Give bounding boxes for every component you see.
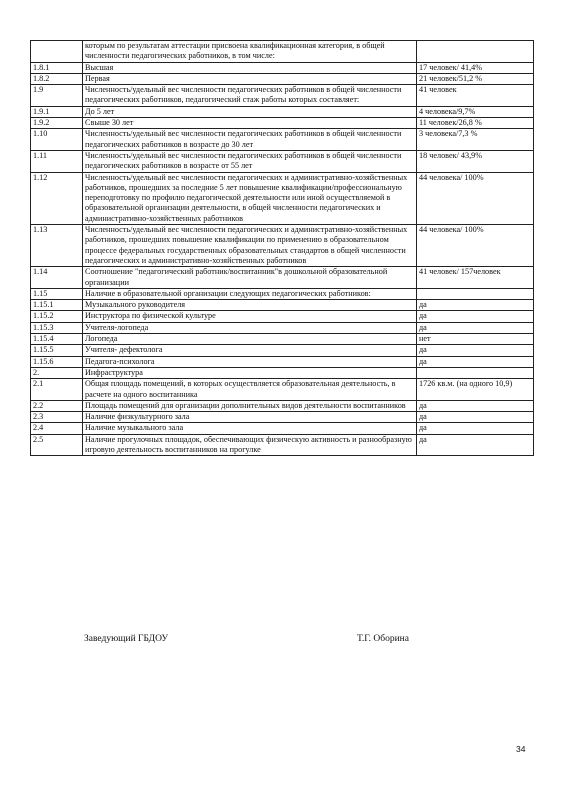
table-row: [31, 267, 534, 289]
table-row: [31, 423, 534, 434]
row-number-cell: 1.14: [31, 267, 83, 289]
indicator-text-cell: Наличие музыкального зала: [83, 423, 417, 434]
table-row: [31, 118, 534, 129]
row-number-cell: 2.1: [31, 379, 83, 401]
row-number-cell: 1.15.1: [31, 300, 83, 311]
table-row: [31, 129, 534, 151]
indicator-text-cell: Численность/удельный вес численности педагогических и административно-хозяйственных работников, прошедших повышение квалификации по применению в образовательном процессе федеральных государственных образовательных стандартов в общей численности педагогических и административно-хозяйственных работников: [83, 225, 417, 267]
indicator-text-cell: Общая площадь помещений, в которых осуществляется образовательная деятельность, в расчете на одного воспитанника: [83, 379, 417, 401]
indicator-text-cell: Численность/удельный вес численности педагогических работников в общей численности педагогических работников, педагогический стаж работы которых составляет:: [83, 85, 417, 107]
indicator-value-cell: 11 человек/26,8 %: [417, 118, 534, 129]
indicator-value-cell: 3 человека/7,3 %: [417, 129, 534, 151]
indicator-value-cell: 18 человек/ 43,9%: [417, 150, 534, 172]
row-number-cell: 1.15.3: [31, 322, 83, 333]
indicator-value-cell: да: [417, 400, 534, 411]
indicator-value-cell: да: [417, 311, 534, 322]
table-row: [31, 106, 534, 117]
indicator-value-cell: да: [417, 300, 534, 311]
table-row: [31, 434, 534, 456]
indicator-text-cell: Логопеда: [83, 334, 417, 345]
indicator-text-cell: Учителя- дефектолога: [83, 345, 417, 356]
indicator-value-cell: 44 человека/ 100%: [417, 172, 534, 224]
indicator-text-cell: Наличие физкультурного зала: [83, 412, 417, 423]
row-number-cell: 1.15.4: [31, 334, 83, 345]
indicator-value-cell: нет: [417, 334, 534, 345]
row-number-cell: 1.15.6: [31, 356, 83, 367]
table-row: [31, 73, 534, 84]
table-row: [31, 334, 534, 345]
indicator-text-cell: Наличие прогулочных площадок, обеспечивающих физическую активность и разнообразную игровую деятельность воспитанников на прогулке: [83, 434, 417, 456]
indicator-value-cell: [417, 367, 534, 378]
indicator-text-cell: Численность/удельный вес численности педагогических работников в общей численности педагогических работников в возрасте до 30 лет: [83, 129, 417, 151]
row-number-cell: 1.10: [31, 129, 83, 151]
indicator-value-cell: да: [417, 434, 534, 456]
indicator-text-cell: Высшая: [83, 62, 417, 73]
signature-position: Заведующий ГБДОУ: [84, 634, 169, 644]
indicator-value-cell: да: [417, 345, 534, 356]
indicator-text-cell: Музыкального руководителя: [83, 300, 417, 311]
indicator-value-cell: да: [417, 322, 534, 333]
row-number-cell: 1.8.1: [31, 62, 83, 73]
indicator-value-cell: 1726 кв.м. (на одного 10,9): [417, 379, 534, 401]
table-row: [31, 311, 534, 322]
table-row: [31, 345, 534, 356]
row-number-cell: 1.8.2: [31, 73, 83, 84]
indicator-value-cell: да: [417, 356, 534, 367]
indicator-text-cell: Педагога-психолога: [83, 356, 417, 367]
indicator-text-cell: которым по результатам аттестации присвоена квалификационная категория, в общей численности педагогических работников, в том числе:: [83, 41, 417, 63]
row-number-cell: 1.11: [31, 150, 83, 172]
indicator-text-cell: Соотношение "педагогический работник/воспитанник"в дошкольной образовательной организации: [83, 267, 417, 289]
indicator-value-cell: [417, 41, 534, 63]
indicator-value-cell: да: [417, 412, 534, 423]
table-row: [31, 400, 534, 411]
row-number-cell: 1.13: [31, 225, 83, 267]
indicator-value-cell: [417, 288, 534, 299]
indicator-value-cell: 41 человек: [417, 85, 534, 107]
indicator-value-cell: 4 человека/9,7%: [417, 106, 534, 117]
indicator-value-cell: 21 человек/51,2 %: [417, 73, 534, 84]
table-row: [31, 62, 534, 73]
indicator-value-cell: да: [417, 423, 534, 434]
row-number-cell: 1.15: [31, 288, 83, 299]
indicator-value-cell: 17 человек/ 41,4%: [417, 62, 534, 73]
table-row: [31, 85, 534, 107]
indicator-text-cell: Инфраструктура: [83, 367, 417, 378]
indicator-text-cell: Численность/удельный вес численности педагогических и административно-хозяйственных работников, прошедших за последние 5 лет повышение квалификации/профессиональную переподготовку по профилю педагогической деятельности или иной осуществляемой в образовательной организации деятельности, в общей численности педагогических и административно-хозяйственных работников: [83, 172, 417, 224]
indicators-table: [30, 40, 534, 456]
indicator-text-cell: Свыше 30 лет: [83, 118, 417, 129]
table-row: [31, 225, 534, 267]
row-number-cell: 2.5: [31, 434, 83, 456]
table-row: [31, 300, 534, 311]
indicator-text-cell: Учителя-логопеда: [83, 322, 417, 333]
table-row: [31, 41, 534, 63]
table-row: [31, 322, 534, 333]
indicator-text-cell: Наличие в образовательной организации следующих педагогических работников:: [83, 288, 417, 299]
table-row: [31, 367, 534, 378]
indicator-text-cell: Площадь помещений для организации дополнительных видов деятельности воспитанников: [83, 400, 417, 411]
row-number-cell: [31, 41, 83, 63]
row-number-cell: 1.9.1: [31, 106, 83, 117]
row-number-cell: 2.3: [31, 412, 83, 423]
row-number-cell: 2.: [31, 367, 83, 378]
indicators-table-body: [31, 41, 534, 456]
table-row: [31, 379, 534, 401]
table-row: [31, 150, 534, 172]
indicator-text-cell: До 5 лет: [83, 106, 417, 117]
indicator-text-cell: Первая: [83, 73, 417, 84]
table-row: [31, 412, 534, 423]
row-number-cell: 2.4: [31, 423, 83, 434]
table-row: [31, 356, 534, 367]
indicator-value-cell: 44 человека/ 100%: [417, 225, 534, 267]
indicator-value-cell: 41 человек/ 157человек: [417, 267, 534, 289]
row-number-cell: 1.9.2: [31, 118, 83, 129]
row-number-cell: 1.15.2: [31, 311, 83, 322]
row-number-cell: 1.9: [31, 85, 83, 107]
table-row: [31, 288, 534, 299]
signature-name: Т.Г. Оборина: [357, 634, 409, 644]
table-row: [31, 172, 534, 224]
indicator-text-cell: Численность/удельный вес численности педагогических работников в общей численности педагогических работников в возрасте от 55 лет: [83, 150, 417, 172]
indicator-text-cell: Инструктора по физической культуре: [83, 311, 417, 322]
row-number-cell: 1.15.5: [31, 345, 83, 356]
page-number: 34: [516, 744, 526, 754]
row-number-cell: 2.2: [31, 400, 83, 411]
row-number-cell: 1.12: [31, 172, 83, 224]
